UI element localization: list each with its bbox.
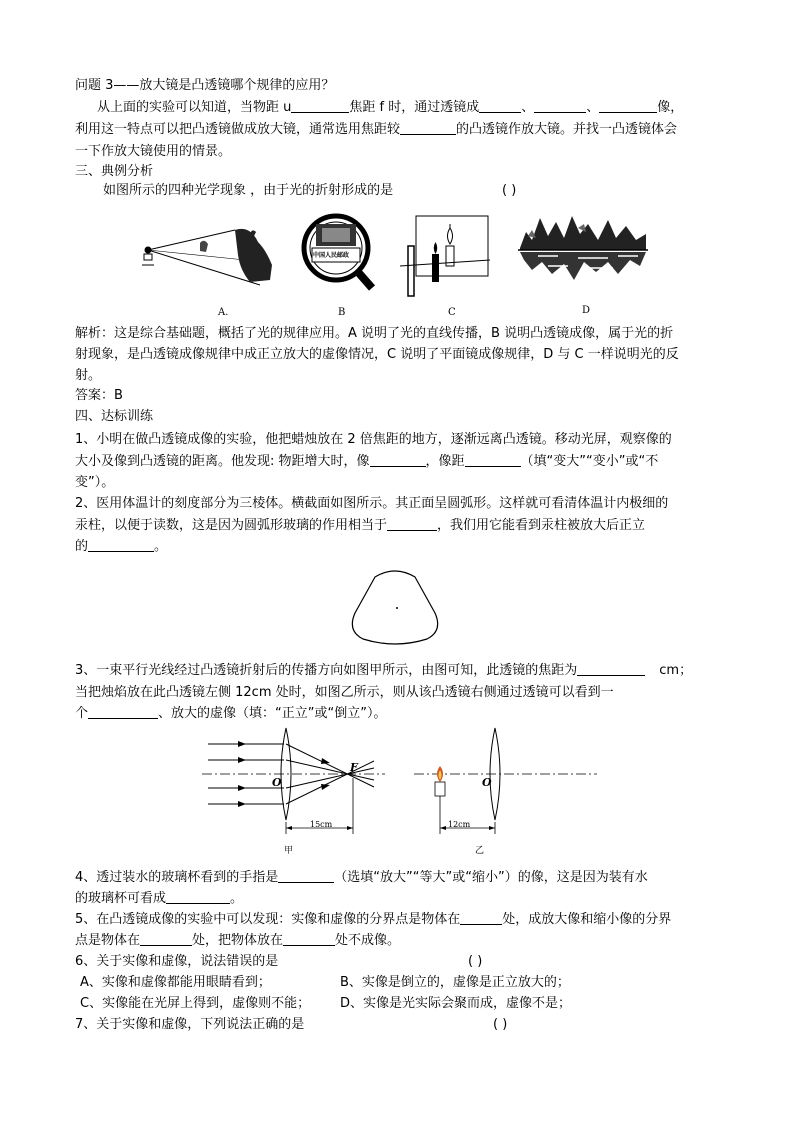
problem6-option-c[interactable]: C、实像能在光屏上得到，虚像则不能；	[80, 996, 311, 1011]
text: 处，成放大像和缩小像的分界	[502, 912, 672, 927]
question3-line3: 一下作放大镜使用的情景。	[75, 144, 232, 159]
text: 利用这一特点可以把凸透镜做成放大镜，通常选用焦距较	[75, 122, 401, 137]
question3-title: 问题 3——放大镜是凸透镜哪个规律的应用？	[75, 78, 335, 93]
problem7-question: 7、关于实像和虚像，下列说法正确的是	[75, 1017, 305, 1032]
problem1-line2	[75, 452, 658, 472]
text: （填“变大”“变小”或“不	[520, 454, 659, 469]
text: 点是物体在	[75, 933, 141, 948]
text: 的	[75, 539, 89, 554]
blank[interactable]	[387, 516, 437, 531]
text: 大小及像到凸透镜的距离。他发现: 物距增大时，像	[75, 454, 370, 469]
text: 。	[154, 539, 168, 554]
problem6-question: 6、关于实像和虚像，说法错误的是	[75, 954, 279, 969]
problem6-paren: ( )	[468, 954, 483, 969]
text: 焦距 f 时，通过透镜成	[349, 100, 480, 115]
question3-line2	[75, 120, 677, 140]
focus-label: F	[350, 761, 358, 774]
text: （选填“放大”“等大”或“缩小”）的像，这是因为装有水	[334, 870, 648, 885]
problem4-line2	[75, 889, 243, 909]
figure-a-label: A.	[218, 307, 229, 318]
problem1-line3: 变”）。	[75, 475, 115, 490]
text: 处不成像。	[335, 933, 401, 948]
blank[interactable]	[88, 537, 154, 552]
answer-paren: ( )	[502, 183, 517, 198]
text: 5、在凸透镜成像的实验中可以发现：实像和虚像的分界点是物体在	[75, 912, 461, 927]
figure-c-mirror	[398, 210, 493, 300]
text: 的玻璃杯可看成	[75, 891, 167, 906]
analysis-line2: 射现象，是凸透镜成像规律中成正立放大的虚像情况，C 说明了平面镜成像规律，D 与 C 一样说明光的反	[75, 347, 679, 362]
stamp-text: 中国人民邮政	[313, 252, 350, 259]
distance-label-jia: 15cm	[310, 820, 333, 829]
figure-c-label: C	[448, 307, 456, 318]
blank[interactable]	[88, 704, 158, 719]
text: 、	[586, 100, 600, 115]
blank[interactable]	[599, 98, 657, 113]
distance-label-yi: 12cm	[448, 820, 471, 829]
lens-figure-jia	[200, 722, 390, 840]
question3-line1	[97, 98, 683, 118]
figure-d-label: D	[582, 305, 591, 316]
lens-figure-yi	[412, 722, 602, 840]
text: 从上面的实验可以知道，当物距 u	[97, 100, 292, 115]
example-question: 如图所示的四种光学现象 ，由于光的折射形成的是	[103, 183, 394, 198]
text: cm；	[659, 663, 693, 678]
blank[interactable]	[479, 98, 521, 113]
analysis-line3: 射。	[75, 368, 102, 383]
text: 个	[75, 706, 89, 721]
blank[interactable]	[400, 120, 456, 135]
blank[interactable]	[278, 868, 334, 883]
problem7-paren: ( )	[493, 1017, 508, 1032]
blank[interactable]	[291, 98, 349, 113]
figure-d-reflection	[518, 210, 648, 292]
problem5-line1	[75, 910, 671, 930]
text: 4、透过装水的玻璃杯看到的手指是	[75, 870, 279, 885]
blank[interactable]	[166, 889, 230, 904]
problem6-option-d[interactable]: D、实像是光实际会聚而成，虚像不是；	[340, 996, 572, 1011]
lens-center-label-yi: O	[482, 776, 492, 789]
text: 、	[521, 100, 535, 115]
thermometer-cross-section	[345, 565, 445, 650]
lens-center-label-jia: O	[272, 776, 282, 789]
section4-heading: 四、达标训练	[75, 409, 154, 424]
text: 3、一束平行光线经过凸透镜折射后的传播方向如图甲所示，由图可知，此透镜的焦距为	[75, 663, 578, 678]
problem3-line3	[75, 704, 386, 724]
blank[interactable]	[370, 452, 426, 467]
problem1-line1: 1、小明在做凸透镜成像的实验，他把蜡烛放在 2 倍焦距的地方，逐渐远离凸透镜。移动光屏，观察像的	[75, 432, 672, 447]
figure-yi-label: 乙	[475, 846, 485, 856]
blank[interactable]	[460, 910, 502, 925]
analysis-line1: 解析：这是综合基础题，概括了光的规律应用。A 说明了光的直线传播，B 说明凸透镜成像，属于光的折	[75, 326, 674, 341]
text: 处，把物体放在	[192, 933, 284, 948]
answer-text: 答案：B	[75, 388, 123, 403]
blank[interactable]	[140, 931, 192, 946]
figure-jia-label: 甲	[284, 846, 294, 856]
text: 像，	[657, 100, 684, 115]
problem6-option-a[interactable]: A、实像和虚像都能用眼睛看到；	[80, 975, 271, 990]
figure-a-shadow	[140, 210, 290, 300]
text: 汞柱，以便于读数，这是因为圆弧形玻璃的作用相当于	[75, 518, 388, 533]
blank[interactable]	[283, 931, 335, 946]
text: 。	[230, 891, 244, 906]
text: ，像距	[425, 454, 465, 469]
text: ，我们用它能看到汞柱被放大后正立	[437, 518, 646, 533]
text: 、放大的虚像（填：“正立”或“倒立”）。	[158, 706, 387, 721]
blank[interactable]	[577, 661, 645, 676]
problem5-line2	[75, 931, 400, 951]
problem3-line2: 当把烛焰放在此凸透镜左侧 12cm 处时，如图乙所示，则从该凸透镜右侧通过透镜可以看到一	[75, 685, 614, 700]
problem4-line1	[75, 868, 648, 888]
section3-heading: 三、典例分析	[75, 164, 154, 179]
text: 的凸透镜作放大镜。并找一凸透镜体会	[456, 122, 678, 137]
blank[interactable]	[534, 98, 586, 113]
problem6-option-b[interactable]: B、实像是倒立的，虚像是正立放大的；	[340, 975, 570, 990]
problem2-line3	[75, 537, 167, 557]
problem3-line1	[75, 661, 692, 681]
figure-b-label: B	[338, 307, 346, 318]
problem2-line1: 2、医用体温计的刻度部分为三棱体。横截面如图所示。其正面呈圆弧形。这样就可看清体温计内极细的	[75, 496, 669, 511]
blank[interactable]	[465, 452, 521, 467]
problem2-line2	[75, 516, 645, 536]
